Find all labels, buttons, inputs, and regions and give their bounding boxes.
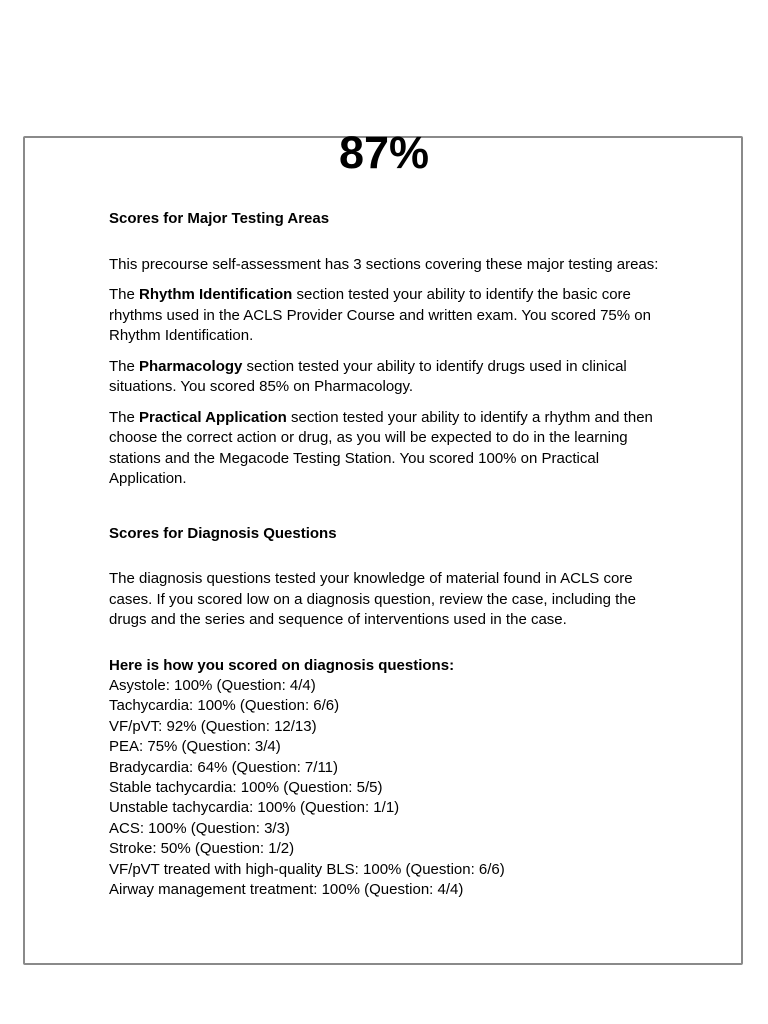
diagnosis-score-item: PEA: 75% (Question: 3/4): [109, 738, 281, 756]
diagnosis-score-list: [109, 676, 664, 900]
section-practical-application: [109, 408, 664, 490]
section-prefix: The: [109, 357, 140, 375]
results-content: [109, 209, 664, 900]
diagnosis-score-item: ACS: 100% (Question: 3/3): [109, 819, 290, 837]
diagnosis-intro: The diagnosis questions tested your knowledge of material found in ACLS core cases. If you scored low on a diagnosis question, review the case, including the drugs and the series and sequence of interventions used in the case.: [109, 570, 636, 628]
section-name: Pharmacology: [139, 357, 243, 375]
section-prefix: The: [109, 408, 140, 426]
diagnosis-score-item: Tachycardia: 100% (Question: 6/6): [109, 697, 340, 715]
overall-score: 87%: [338, 127, 430, 178]
diagnosis-score-item: VF/pVT: 92% (Question: 12/13): [109, 717, 317, 735]
section-pharmacology: [109, 357, 664, 398]
diagnosis-list-heading: Here is how you scored on diagnosis questions:: [109, 656, 455, 674]
section-name: Rhythm Identification: [139, 286, 293, 303]
diagnosis-score-item: Stable tachycardia: 100% (Question: 5/5): [109, 779, 383, 797]
diagnosis-score-item: VF/pVT treated with high-quality BLS: 100% (Question: 6/6): [109, 860, 505, 878]
diagnosis-score-item: Bradycardia: 64% (Question: 7/11): [109, 758, 339, 776]
diagnosis-score-item: Stroke: 50% (Question: 1/2): [109, 840, 295, 858]
diagnosis-score-item: Airway management treatment: 100% (Question: 4/4): [109, 881, 464, 899]
diagnosis-score-item: Unstable tachycardia: 100% (Question: 1/1): [109, 799, 400, 817]
major-areas-heading: Scores for Major Testing Areas: [109, 210, 330, 227]
section-description: section tested your ability to identify a rhythm and then choose the correct action or drug, as you will be expected to do in the learning stations and the Megacode Testing Station. You scored 100% on Practical Application.: [109, 408, 653, 487]
diagnosis-score-item: Asystole: 100% (Question: 4/4): [109, 677, 316, 694]
major-areas-intro: This precourse self-assessment has 3 sections covering these major testing areas:: [109, 255, 659, 273]
section-name: Practical Application: [139, 408, 287, 426]
section-description: section tested your ability to identify the basic core rhythms used in the ACLS Provider Course and written exam. You scored 75% on Rhythm Identification.: [109, 286, 651, 344]
section-rhythm-identification: [109, 285, 664, 347]
section-description: section tested your ability to identify drugs used in clinical situations. You scored 85% on Pharmacology.: [109, 357, 627, 395]
diagnosis-heading: Scores for Diagnosis Questions: [109, 524, 337, 542]
section-prefix: The: [109, 286, 140, 303]
